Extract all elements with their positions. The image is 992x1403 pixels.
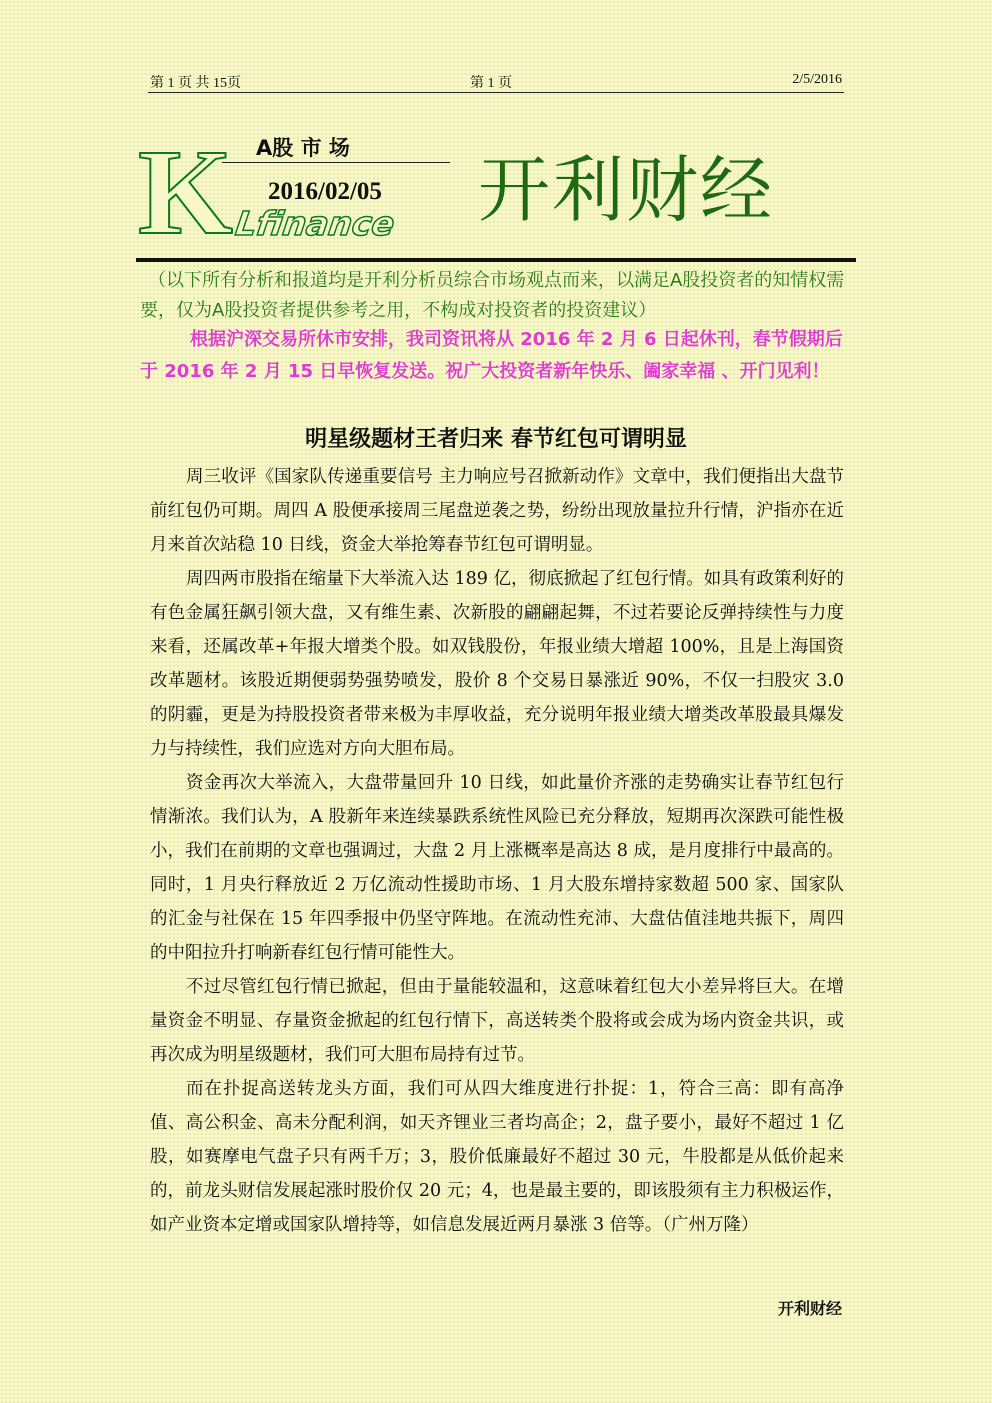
logo-divider [222,162,450,163]
logo-k-letter: K [138,125,231,260]
masthead-rule [136,258,856,262]
logo-date: 2016/02/05 [268,178,382,205]
footer-brand: 开利财经 [777,1299,842,1318]
disclaimer-text: （以下所有分析和报道均是开利分析员综合市场观点而来，以满足A股投资者的知情权需要，仅为A股投资者提供参考之用，不构成对投资者的投资建议） [140,270,845,321]
header-page-number: 第 1 页 [470,76,512,91]
masthead-title: 开利财经 [478,148,775,232]
logo-wordmark: Lfinance [233,204,397,243]
article-paragraph: 资金再次大举流入，大盘带量回升 10 日线，如此量价齐涨的走势确实让春节红包行情渐浓。我们认为，A 股新年来连续暴跌系统性风险已充分释放，短期再次深跌可能性极小，我们在前期的文章也强调过，大盘 2 月上涨概率是高达 8 成，是月度排行中最高的。同时，1 月央行释放近 2 万亿流动性援助市场、1 月大股东增持家数超 500 家、国家队的汇金与社保在 15 年四季报中仍坚守阵地。在流动性充沛、大盘估值洼地共振下，周四的中阳拉升打响新春红包行情可能性大。 [150,773,844,963]
article-paragraph: 而在扑捉高送转龙头方面，我们可从四大维度进行扑捉：1，符合三高：即有高净值、高公积金、高未分配利润，如天齐锂业三者均高企；2，盘子要小，最好不超过 1 亿股，如赛摩电气盘子只有两千万；3，股价低廉最好不超过 30 元，牛股都是从低价起来的，前龙头财信发展起涨时股价仅 20 元；4，也是最主要的，即该股须有主力积极运作，如产业资本定增或国家队增持等，如信息发展近两月暴涨 3 倍等。（广州万隆） [150,1079,844,1235]
header-date: 2/5/2016 [792,72,842,87]
header-rule [148,92,844,93]
header-page-of: 第 1 页 共 15页 [150,76,241,91]
article-paragraph: 周三收评《国家队传递重要信号 主力响应号召掀新动作》文章中，我们便指出大盘节前红包仍可期。周四 A 股便承接周三尾盘逆袭之势，纷纷出现放量拉升行情，沪指亦在近月来首次站稳 10 日线，资金大举抢筹春节红包可谓明显。 [150,467,844,555]
article-paragraph: 周四两市股指在缩量下大举流入达 189 亿，彻底掀起了红包行情。如具有政策利好的有色金属狂飙引领大盘，又有维生素、次新股的翩翩起舞，不过若要论反弹持续性与力度来看，还属改革+年报大增类个股。如双钱股份，年报业绩大增超 100%，且是上海国资改革题材。该股近期便弱势强势喷发，股价 8 个交易日暴涨近 90%，不仅一扫股灾 3.0 的阴霾，更是为持股投资者带来极为丰厚收益，充分说明年报业绩大增类改革股最具爆发力与持续性，我们应选对方向大胆布局。 [150,569,844,759]
logo-section-label: A股 市 场 [256,136,350,160]
article-title: 明星级题材王者归来 春节红包可谓明显 [305,427,687,452]
article-paragraph: 不过尽管红包行情已掀起，但由于量能较温和，这意味着红包大小差异将巨大。在增量资金不明显、存量资金掀起的红包行情下，高送转类个股将或会成为场内资金共识，或再次成为明星级题材，我们可大胆布局持有过节。 [150,977,844,1065]
article-body [150,460,844,1242]
holiday-notice: 根据沪深交易所休市安排，我司资讯将从 2016 年 2 月 6 日起休刊，春节假期后于 2016 年 2 月 15 日早恢复发送。祝广大投资者新年快乐、阖家幸福 、开门见利！ [140,329,843,382]
